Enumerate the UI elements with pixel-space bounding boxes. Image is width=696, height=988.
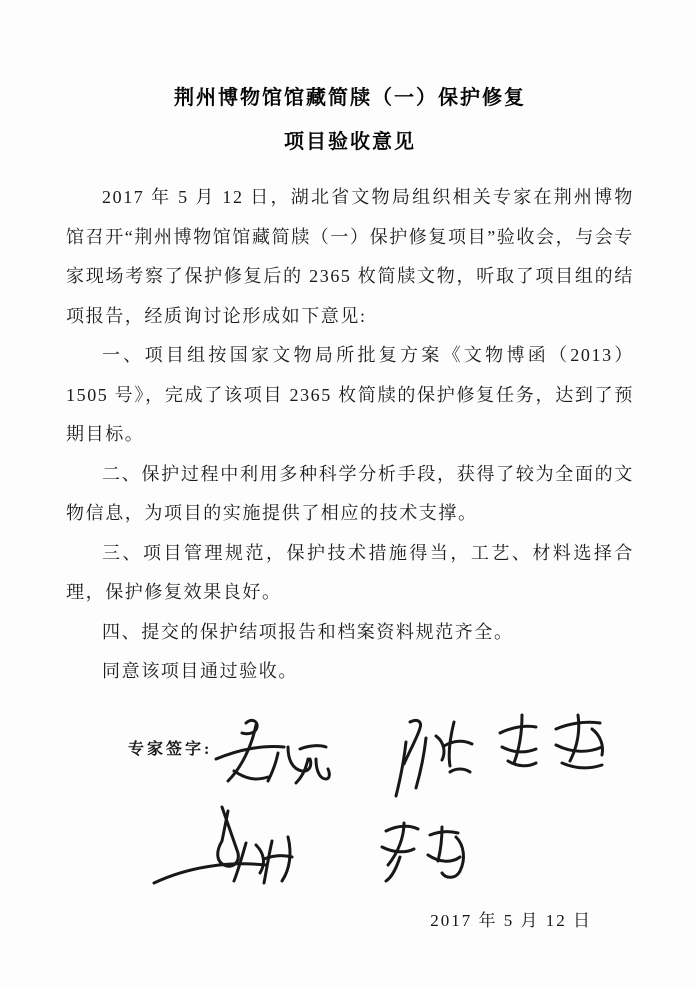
document-title <box>66 76 634 164</box>
handwritten-signature-4 <box>148 800 312 894</box>
title-line-2: 项目验收意见 <box>284 131 416 153</box>
paragraph-item-3: 三、项目管理规范，保护技术措施得当，工艺、材料选择合理，保护修复效果良好。 <box>66 542 634 602</box>
paragraph-item-1: 一、项目组按国家文物局所批复方案《文物博函（2013）1505 号》，完成了该项目 2365 枚简牍的保护修复任务，达到了预期目标。 <box>66 345 634 444</box>
document-body <box>66 178 634 692</box>
handwritten-signature-5 <box>372 818 472 888</box>
signature-area <box>66 710 634 906</box>
title-line-1: 荆州博物馆馆藏简牍（一）保护修复 <box>174 87 526 109</box>
signature-label: 专家签字: <box>128 740 213 758</box>
paragraph-item-2: 二、保护过程中利用多种科学分析手段，获得了较为全面的文物信息，为项目的实施提供了相应的技术支撑。 <box>66 463 634 523</box>
paragraph-intro: 2017 年 5 月 12 日，湖北省文物局组织相关专家在荆州博物馆召开“荆州博物馆馆藏简牍（一）保护修复项目”验收会，与会专家现场考察了保护修复后的 2365 枚简牍文物，听取了项目组的结项报告，经质询讨论形成如下意见: <box>66 187 634 326</box>
document-date: 2017 年 5 月 12 日 <box>430 910 592 930</box>
paragraph-conclusion: 同意该项目通过验收。 <box>102 661 298 681</box>
handwritten-signature-3 <box>492 710 612 780</box>
handwritten-signature-1 <box>212 718 332 804</box>
handwritten-signature-2 <box>392 714 478 802</box>
paragraph-item-4: 四、提交的保护结项报告和档案资料规范齐全。 <box>102 621 514 642</box>
